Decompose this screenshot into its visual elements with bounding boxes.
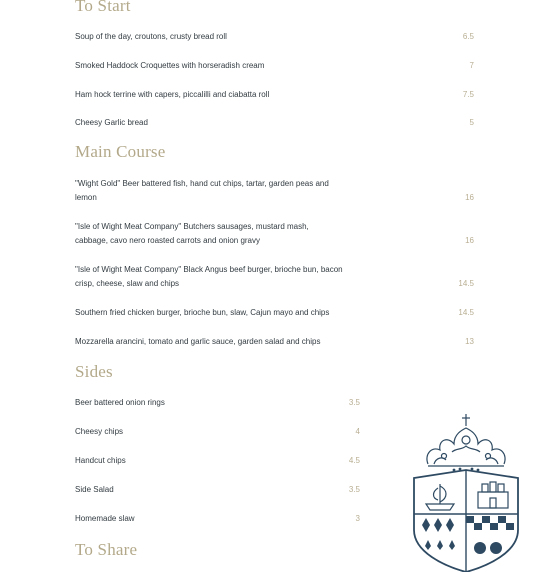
menu-item-price: 16 (465, 236, 474, 245)
menu-item-sausages-line-1: "Isle of Wight Meat Company" Butchers sausages, mustard mash, (75, 222, 309, 231)
menu-item-price: 7.5 (462, 90, 474, 99)
menu-item-price: 14.5 (458, 308, 474, 317)
menu-item-price: 5 (469, 118, 474, 127)
menu-item-fish-line-2: lemon (75, 193, 97, 202)
menu-item-arancini: Mozzarella arancini, tomato and garlic sauce, garden salad and chips (75, 337, 321, 346)
menu-item-sausages-line-2: cabbage, cavo nero roasted carrots and onion gravy (75, 236, 261, 245)
section-heading-to-share: To Share (75, 540, 138, 559)
menu-item-handcut-chips: Handcut chips (75, 456, 126, 465)
menu-item-price: 6.5 (462, 32, 474, 41)
menu-item-chicken-burger: Southern fried chicken burger, brioche bun, slaw, Cajun mayo and chips (75, 308, 330, 317)
menu-item-price: 7 (469, 61, 474, 70)
menu-item-homemade-slaw: Homemade slaw (75, 514, 135, 523)
menu-item-price: 3.5 (348, 398, 360, 407)
menu-item-price: 13 (465, 337, 474, 346)
menu-item-haddock-croquettes: Smoked Haddock Croquettes with horseradish cream (75, 61, 265, 70)
menu-item-beef-burger-line-1: "Isle of Wight Meat Company" Black Angus beef burger, brioche bun, bacon (75, 265, 343, 274)
section-heading-to-start: To Start (75, 0, 131, 15)
heraldic-shield-crest-icon (408, 412, 524, 572)
menu-item-beef-burger-line-2: crisp, cheese, slaw and chips (75, 279, 180, 288)
menu-item-price: 3.5 (348, 485, 360, 494)
menu-item-fish-line-1: "Wight Gold" Beer battered fish, hand cut chips, tartar, garden peas and (75, 179, 329, 188)
menu-item-price: 4 (355, 427, 360, 436)
menu-item-price: 14.5 (458, 279, 474, 288)
section-heading-main-course: Main Course (75, 142, 166, 161)
menu-item-soup: Soup of the day, croutons, crusty bread roll (75, 32, 227, 41)
menu-item-price: 4.5 (348, 456, 360, 465)
menu-item-price: 3 (355, 514, 360, 523)
section-heading-sides: Sides (75, 362, 113, 381)
menu-item-price: 16 (465, 193, 474, 202)
menu-item-cheesy-chips: Cheesy chips (75, 427, 124, 436)
menu-item-garlic-bread: Cheesy Garlic bread (75, 118, 148, 127)
menu-item-side-salad: Side Salad (75, 485, 114, 494)
menu-item-ham-hock-terrine: Ham hock terrine with capers, piccalilli and ciabatta roll (75, 90, 270, 99)
menu-item-onion-rings: Beer battered onion rings (75, 398, 165, 407)
